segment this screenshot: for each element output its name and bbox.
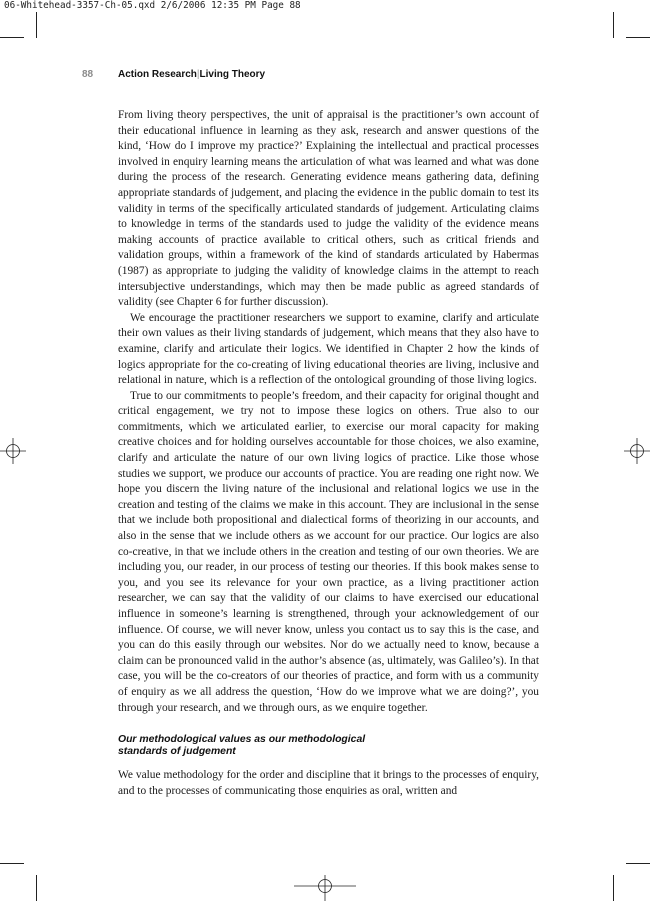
registration-mark-right bbox=[624, 438, 650, 464]
paragraph-3: True to our commitments to people’s freedom, and their capacity for original thought and critical engagement, we try not to impose these logics on others. True also to our commitments, which we articulated earlier, to exercise our moral capacity for making creative choices and for holding ourselves accountable for those choices, we also examine, clarify and articulate the nature of our own living logics of practice. Like those whose studies we support, we produce our accounts of practice. You are reading one right now. We hope you discern the living nature of the inclusional and relational logics we use in the creation and testing of the claims we make in this account. They are inclusional in the sense that we include both propositional and dialectical forms of theorizing in our accounts, and also in the sense that we include others as we account for our practice. Our logics are also co-creative, in that we include others in the creation and testing of our own theories. We are including you, our reader, in our process of testing our theories. If this book makes sense to you, and you see its relevance for your own practice, as a living practitioner action researcher, we can say that the validity of our claims to have exercised our educational influence in someone’s learning is strengthened, through your acknowledgement of our influence. Of course, we will never know, unless you contact us to say this is the case, and you can do this easily through our websites. Nor do we actually need to know, because a claim can be pronounced valid in the author’s absence (as, ultimately, was Galileo’s). In that case, you will be the co-creators of our theories of practice, and form with us a community of enquiry as we all address the question, ‘How do we improve what we are doing?’, you through your research, and we through ours, as we enquire together. bbox=[118, 389, 539, 714]
section-heading-line-2: standards of judgement bbox=[118, 745, 236, 757]
registration-mark-bottom bbox=[294, 875, 356, 901]
crop-mark-bottom-left-horizontal bbox=[0, 863, 24, 864]
section-body-text bbox=[118, 768, 539, 799]
crop-mark-top-left-vertical bbox=[36, 12, 37, 38]
crop-mark-bottom-right-horizontal bbox=[626, 863, 650, 864]
paragraph-2: We encourage the practitioner researchers we support to examine, clarify and articulate their own values as their living standards of judgement, which means that they also have to examine, clarify and articulate their logics. We identified in Chapter 2 how the kinds of logics appropriate for the co-creating of living educational theories are living, inclusive and relational in nature, which is a reflection of the ontological grounding of those living logics. bbox=[118, 311, 539, 387]
crop-mark-top-right-horizontal bbox=[626, 37, 650, 38]
prepress-slug: 06-Whitehead-3357-Ch-05.qxd 2/6/2006 12:35 PM Page 88 bbox=[4, 0, 301, 11]
running-header-book-title: Action Research bbox=[118, 69, 197, 80]
section-heading bbox=[118, 734, 539, 757]
running-header-separator: | bbox=[196, 69, 200, 80]
body-text bbox=[118, 108, 539, 716]
running-header-subtitle: Living Theory bbox=[199, 69, 266, 80]
page-number: 88 bbox=[82, 69, 94, 80]
paragraph-1: From living theory perspectives, the unit of appraisal is the practitioner’s own account of their educational influence in learning as they ask, research and answer questions of the kind, ‘How do I improve my practice?’ Explaining the intellectual and practical processes involved in enquiry learning means the articulation of what was learned and what was done during the process of the research. Generating evidence means gathering data, defining appropriate standards of judgement, and placing the evidence in the public domain to test its validity in terms of the specifically articulated standards of judgement. Articulating claims to knowledge in terms of the standards used to judge the validity of the evidence means making accounts of practice available to critical others, such as critical friends and validation groups, within a framework of the kind of standards articulated by Habermas (1987) as appropriate to judging the validity of knowledge claims in the attempt to reach intersubjective understandings, which may then be made public as agreed standards of validity (see Chapter 6 for further discussion). bbox=[118, 109, 539, 309]
section-heading-line-1: Our methodological values as our methodological bbox=[118, 734, 366, 745]
registration-mark-left bbox=[0, 438, 26, 464]
running-header bbox=[118, 69, 265, 80]
crop-mark-bottom-right-vertical bbox=[613, 875, 614, 901]
crop-mark-top-right-vertical bbox=[613, 12, 614, 38]
section-paragraph-1: We value methodology for the order and discipline that it brings to the processes of enquiry, and to the processes of communicating those enquiries as oral, written and bbox=[118, 769, 539, 797]
crop-mark-bottom-left-vertical bbox=[36, 875, 37, 901]
crop-mark-top-left-horizontal bbox=[0, 37, 24, 38]
